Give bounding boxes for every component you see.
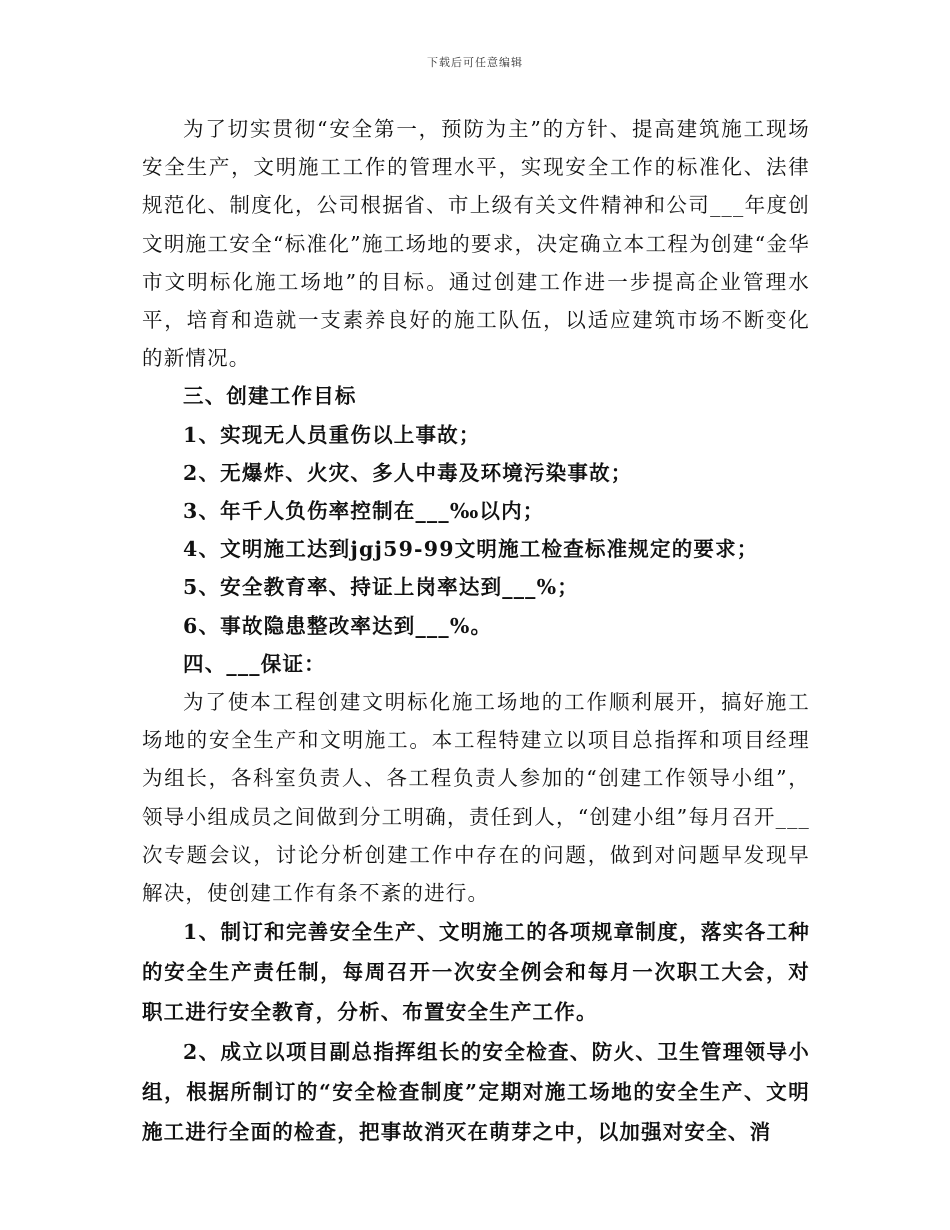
- goal-item-1: 1、实现无人员重伤以上事故；: [183, 422, 481, 447]
- goal-item-2: 2、无爆炸、火灾、多人中毒及环境污染事故；: [183, 460, 633, 485]
- intro-paragraph: 为了切实贯彻“安全第一，预防为主”的方针、提高建筑施工现场安全生产，文明施工工作的管理水平，实现安全工作的标准化、法律规范化、制度化，公司根据省、市上级有关文件精神和公司___年度创文明施工安全“标准化”施工场地的要求，决定确立本工程为创建“金华市文明标化施工场地”的目标。通过创建工作进一步提高企业管理水平，培育和造就一支素养良好的施工队伍，以适应建筑市场不断变化的新情况。: [142, 117, 810, 371]
- section-heading-guarantee: 四、___保证：: [183, 651, 326, 676]
- goal-item-4: 4、文明施工达到jgj59-99文明施工检查标准规定的要求；: [183, 537, 759, 562]
- goal-item-3: 3、年千人负伤率控制在___‰以内；: [183, 499, 545, 524]
- measure-item-1: 1、制订和完善安全生产、文明施工的各项规章制度，落实各工种的安全生产责任制，每周召开一次安全例会和每月一次职工大会，对职工进行安全教育，分析、布置安全生产工作。: [142, 920, 810, 1025]
- goal-item-5: 5、安全教育率、持证上岗率达到___%；: [183, 575, 579, 600]
- guarantee-paragraph: 为了使本工程创建文明标化施工场地的工作顺利展开，搞好施工场地的安全生产和文明施工。本工程特建立以项目总指挥和项目经理为组长，各科室负责人、各工程负责人参加的“创建工作领导小组”，领导小组成员之间做到分工明确，责任到人，“创建小组”每月召开___次专题会议，讨论分析创建工作中存在的问题，做到对问题早发现早解决，使创建工作有条不紊的进行。: [142, 690, 810, 906]
- goal-item-6: 6、事故隐患整改率达到___%。: [183, 613, 493, 638]
- page-header-note: 下载后可任意编辑: [427, 56, 523, 69]
- document-body: [142, 110, 810, 1152]
- section-heading-goals: 三、创建工作目标: [183, 384, 357, 409]
- measure-item-2: 2、成立以项目副总指挥组长的安全检查、防火、卫生管理领导小组，根据所制订的“安全检查制度”定期对施工场地的安全生产、文明施工进行全面的检查，把事故消灭在萌芽之中，以加强对安全、消: [142, 1040, 810, 1145]
